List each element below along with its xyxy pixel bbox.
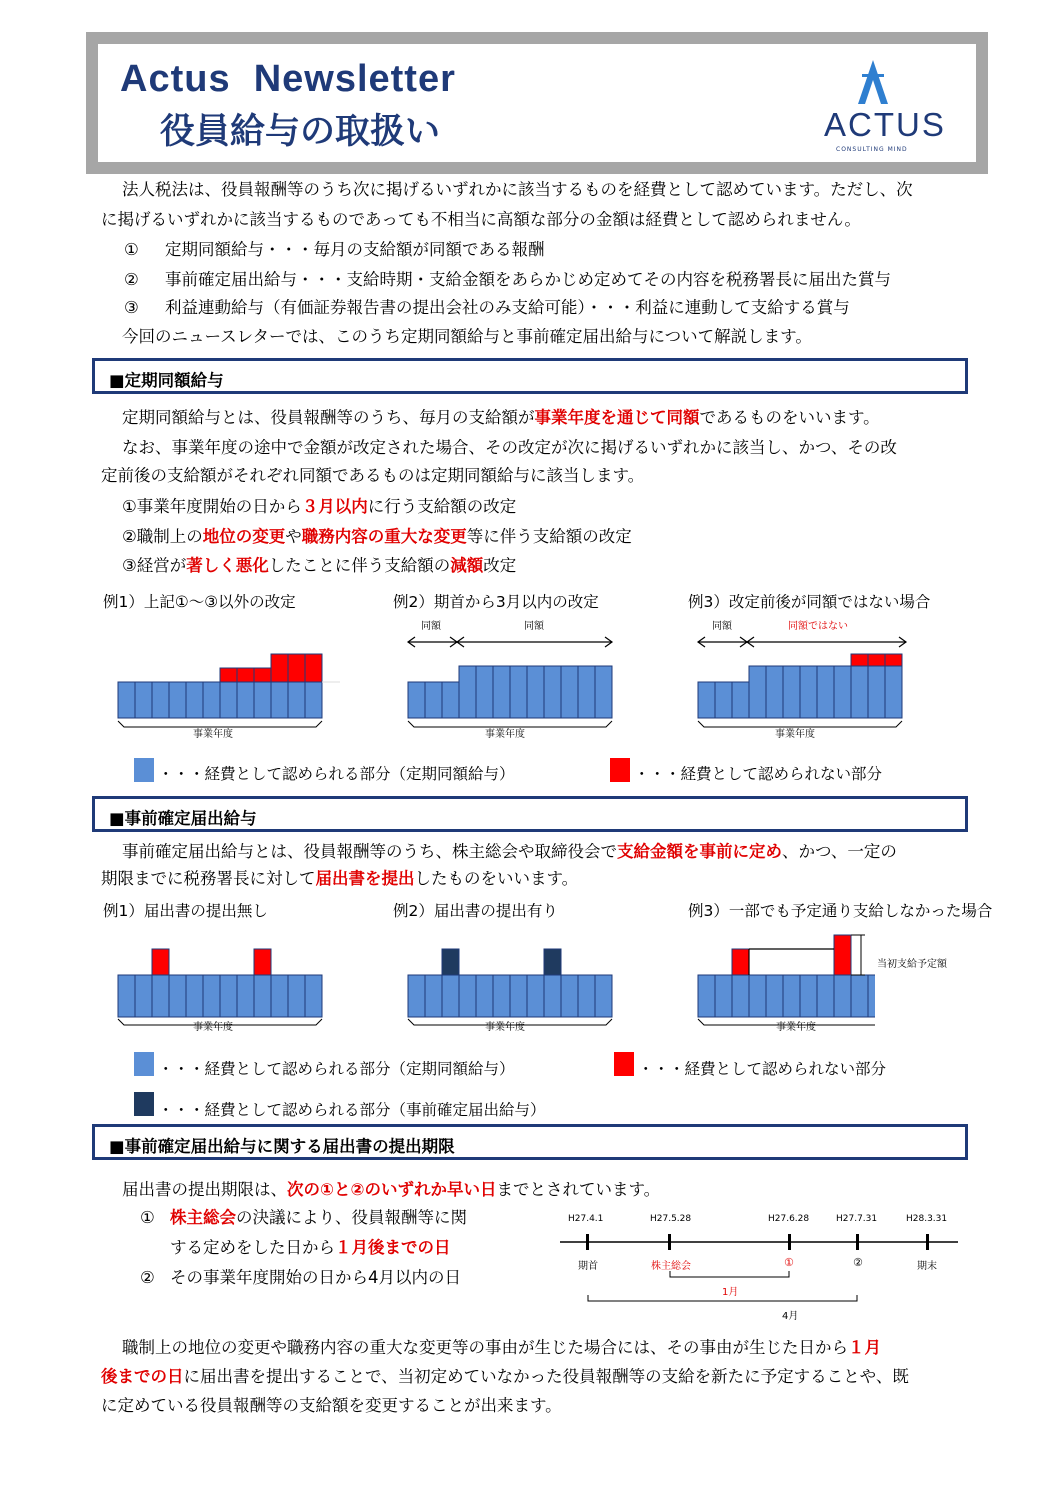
payment-bar (220, 975, 237, 1017)
s2-fiscal-year-3: 事業年度 (776, 1022, 816, 1033)
payment-bar (135, 682, 152, 718)
payment-bar (766, 975, 783, 1017)
payment-bar (732, 682, 749, 718)
s3-item-2: その事業年度開始の日から4月以内の日 (170, 1268, 461, 1287)
intro-line-2: に掲げるいずれかに該当するものであっても不相当に高額な部分の金額は経費として認められません。 (101, 210, 861, 229)
s1-legend-blue: ・・・経費として認められる部分（定期同額給与） (158, 765, 515, 783)
bonus-bar (254, 949, 271, 975)
payment-bar (715, 975, 732, 1017)
timeline-date-2: H27.5.28 (650, 1214, 692, 1224)
payment-bar (288, 975, 305, 1017)
excess-bar (254, 668, 271, 682)
timeline-label-end: 期末 (917, 1261, 937, 1272)
excess-bar (288, 654, 305, 682)
s2-example-2-label: 例2）届出書の提出有り (393, 902, 558, 920)
payment-bar (254, 975, 271, 1017)
excess-bar (851, 654, 868, 666)
s1-fiscal-year-1: 事業年度 (193, 729, 233, 740)
s2-paragraph-line-2 (101, 869, 578, 889)
payment-bar (834, 666, 851, 718)
intro-item-3: 利益連動給与（有価証券報告書の提出会社のみ支給可能）・・・利益に連動して支給する賞与 (165, 298, 850, 317)
s2-initial-planned-label: 当初支給予定額 (877, 959, 947, 970)
excess-bar (237, 668, 254, 682)
section-heading-text: ■事前確定届出給与に関する届出書の提出期限 (109, 1137, 455, 1156)
s1-paragraph-2-line-1: なお、事業年度の途中で金額が改定された場合、その改定が次に掲げるいずれかに該当し、かつ、その改 (122, 438, 897, 457)
payment-bar (152, 682, 169, 718)
highlight: 後までの日 (101, 1367, 184, 1386)
payment-bar (595, 975, 612, 1017)
payment-bar (851, 975, 868, 1017)
text: 等に伴う支給額の改定 (466, 527, 632, 546)
text: までとされています。 (496, 1180, 661, 1199)
section-heading-deadline (92, 1124, 968, 1160)
section-heading-text: ■定期同額給与 (109, 371, 224, 390)
payment-bar (527, 666, 544, 718)
s1-fiscal-year-3: 事業年度 (775, 729, 815, 740)
payment-bar (476, 975, 493, 1017)
s1-fiscal-year-2: 事業年度 (485, 729, 525, 740)
s2-legend-blue: ・・・経費として認められる部分（定期同額給与） (158, 1060, 515, 1078)
s1-ex2-same-label-2: 同額 (524, 621, 544, 632)
text: する定めをした日から (170, 1238, 335, 1257)
s1-example-1-label: 例1）上記①～③以外の改定 (103, 593, 296, 611)
payment-bar (510, 975, 527, 1017)
text: に行う支給額の改定 (367, 497, 517, 516)
s1-example-2-label: 例2）期首から3月以内の改定 (393, 593, 599, 611)
s1-ex2-same-label-1: 同額 (421, 621, 441, 632)
s1-ex3-notsame-label: 同額ではない (788, 621, 848, 632)
s1-condition-3 (122, 556, 516, 576)
intro-line-1: 法人税法は、役員報酬等のうち次に掲げるいずれかに該当するものを経費として認めています。ただし、次 (122, 180, 913, 199)
payment-bar (305, 682, 322, 718)
payment-bar (578, 666, 595, 718)
timeline-label-1: ① (784, 1256, 794, 1269)
highlight: １月後までの日 (335, 1238, 451, 1257)
payment-bar (578, 975, 595, 1017)
text: や (285, 527, 302, 546)
s1-condition-1 (122, 497, 516, 517)
text: 、かつ、一定の (782, 842, 897, 861)
s3-item-1-num: ① (140, 1208, 155, 1227)
payment-bar (169, 682, 186, 718)
timeline-span-1month: 1月 (722, 1287, 739, 1298)
payment-bar (305, 975, 322, 1017)
text: であるものをいいます。 (699, 408, 880, 427)
intro-item-2: 事前確定届出給与・・・支給時期・支給金額をあらかじめ定めてその内容を税務署長に届出た賞与 (165, 270, 891, 289)
payment-bar (271, 682, 288, 718)
highlight: ３月以内 (301, 497, 368, 516)
payment-bar (749, 975, 766, 1017)
timeline-date-1: H27.4.1 (568, 1214, 604, 1224)
s3-item-1-line-2 (170, 1238, 451, 1258)
timeline-label-2: ② (853, 1256, 863, 1269)
text: 定期同額給与とは、役員報酬等のうち、毎月の支給額が (122, 408, 535, 427)
timeline-date-5: H28.3.31 (906, 1214, 948, 1224)
s1-condition-2 (122, 527, 632, 547)
timeline-label-start: 期首 (578, 1261, 598, 1272)
highlight: １月 (848, 1338, 881, 1357)
payment-bar (783, 666, 800, 718)
text: したものをいいます。 (414, 869, 579, 888)
text: の決議により、役員報酬等に関 (236, 1208, 467, 1227)
payment-bar (186, 975, 203, 1017)
legend-red-swatch (610, 758, 630, 782)
excess-bar (220, 668, 237, 682)
payment-bar (220, 682, 237, 718)
payment-bar (885, 666, 902, 718)
legend-blue-swatch (134, 1052, 154, 1076)
highlight: 地位の変更 (202, 527, 286, 546)
highlight: 株主総会 (170, 1208, 236, 1227)
legend-navy-swatch (134, 1092, 154, 1116)
payment-bar (203, 975, 220, 1017)
payment-bar (118, 682, 135, 718)
intro-item-1: 定期同額給与・・・毎月の支給額が同額である報酬 (165, 240, 545, 259)
payment-bar (169, 975, 186, 1017)
payment-bar (544, 975, 561, 1017)
intro-item-1-num: ① (124, 240, 139, 259)
payment-bar (118, 975, 135, 1017)
s3-paragraph (122, 1180, 660, 1200)
text: 職制上の地位の変更や職務内容の重大な変更等の事由が生じた場合には、その事由が生じた日から (122, 1338, 848, 1357)
payment-bar (493, 975, 510, 1017)
payment-bar (203, 682, 220, 718)
payment-bar (561, 975, 578, 1017)
text: したことに伴う支給額の (268, 556, 451, 575)
payment-bar (868, 975, 875, 1017)
payment-bar (237, 975, 254, 1017)
timeline-span-4months: 4月 (782, 1311, 799, 1322)
text: に届出書を提出することで、当初定めていなかった役員報酬等の支給を新たに予定することや、既 (183, 1367, 909, 1386)
intro-item-2-num: ② (124, 270, 139, 289)
payment-bar (493, 666, 510, 718)
excess-bar (271, 654, 288, 682)
legend-blue-swatch (134, 758, 154, 782)
payment-bar (442, 682, 459, 718)
payment-bar (851, 666, 868, 718)
s3-item-2-num: ② (140, 1268, 155, 1287)
text: ①事業年度開始の日から (122, 497, 302, 516)
payment-bar (817, 975, 834, 1017)
highlight: 事業年度を通じて同額 (534, 408, 700, 427)
payment-bar (817, 666, 834, 718)
payment-bar (834, 975, 851, 1017)
payment-bar (510, 666, 527, 718)
payment-bar (288, 682, 305, 718)
s3-closing-line-2 (101, 1367, 909, 1387)
payment-bar (698, 975, 715, 1017)
s2-fiscal-year-1: 事業年度 (193, 1022, 233, 1033)
payment-bar (544, 666, 561, 718)
payment-bar (783, 975, 800, 1017)
s2-fiscal-year-2: 事業年度 (485, 1022, 525, 1033)
actus-logo-icon (858, 60, 888, 104)
payment-bar (766, 666, 783, 718)
payment-bar (459, 666, 476, 718)
highlight: 減額 (450, 556, 484, 575)
text: 期限までに税務署長に対して (101, 869, 316, 888)
payment-bar (186, 682, 203, 718)
text: ②職制上の (122, 527, 203, 546)
s3-closing-line-3: に定めている役員報酬等の支給額を変更することが出来ます。 (101, 1396, 562, 1415)
highlight: 支給金額を事前に定め (617, 842, 782, 861)
payment-bar (442, 975, 459, 1017)
payment-bar (527, 975, 544, 1017)
payment-bar (425, 975, 442, 1017)
timeline-date-3: H27.6.28 (768, 1214, 810, 1224)
payment-bar (800, 975, 817, 1017)
payment-bar (749, 666, 766, 718)
logo-wordmark: ACTUS (824, 106, 946, 143)
bonus-bar (732, 949, 749, 975)
payment-bar (868, 666, 885, 718)
payment-bar (254, 682, 271, 718)
payment-bar (237, 682, 254, 718)
newsletter-subtitle: 役員給与の取扱い (160, 112, 441, 152)
intro-item-3-num: ③ (124, 298, 139, 317)
excess-bar (305, 654, 322, 682)
s1-legend-red: ・・・経費として認められない部分 (634, 765, 883, 783)
s3-closing-line-1 (122, 1338, 881, 1358)
s1-paragraph-1 (122, 408, 880, 428)
excess-bar (868, 654, 885, 666)
s3-item-1-line-1 (170, 1208, 467, 1228)
s2-paragraph-line-1 (122, 842, 897, 862)
header-frame (86, 32, 988, 174)
logo-tagline: CONSULTING MIND (836, 146, 908, 153)
section-heading-advance-notice (92, 796, 968, 832)
s1-paragraph-2-line-2: 定前後の支給額がそれぞれ同額であるものは定期同額給与に該当します。 (101, 466, 645, 485)
header (98, 44, 976, 162)
timeline-label-agm: 株主総会 (651, 1261, 691, 1272)
bonus-bar (442, 949, 459, 975)
text: 事前確定届出給与とは、役員報酬等のうち、株主総会や取締役会で (122, 842, 617, 861)
text: ③経営が (122, 556, 187, 575)
payment-bar (271, 975, 288, 1017)
payment-bar (408, 975, 425, 1017)
s2-example-3-label: 例3）一部でも予定通り支給しなかった場合 (688, 902, 993, 920)
bonus-bar (544, 949, 561, 975)
s1-example-3-label: 例3）改定前後が同額ではない場合 (688, 593, 931, 611)
text: 届出書の提出期限は、 (122, 1180, 287, 1199)
newsletter-title: Actus Newsletter (120, 58, 456, 100)
highlight: 職務内容の重大な変更 (301, 527, 467, 546)
highlight: 届出書を提出 (315, 869, 415, 888)
highlight: 次の①と②のいずれか早い日 (287, 1180, 497, 1199)
section-heading-fixed-salary (92, 358, 968, 394)
s2-legend-red: ・・・経費として認められない部分 (638, 1060, 887, 1078)
payment-bar (595, 666, 612, 718)
payment-bar (476, 666, 493, 718)
bonus-bar (152, 949, 169, 975)
payment-bar (732, 975, 749, 1017)
s2-example-1-label: 例1）届出書の提出無し (103, 902, 268, 920)
payment-bar (698, 682, 715, 718)
excess-bar (885, 654, 902, 666)
text: 改定 (483, 556, 517, 575)
s2-legend-navy: ・・・経費として認められる部分（事前確定届出給与） (158, 1101, 546, 1119)
section-heading-text: ■事前確定届出給与 (109, 809, 257, 828)
payment-bar (408, 682, 425, 718)
highlight: 著しく悪化 (186, 556, 269, 575)
payment-bar (425, 682, 442, 718)
intro-closing: 今回のニュースレターでは、このうち定期同額給与と事前確定届出給与について解説します。 (122, 327, 812, 346)
payment-bar (715, 682, 732, 718)
legend-red-swatch (614, 1052, 634, 1076)
bonus-bar (834, 935, 851, 975)
payment-bar (459, 975, 476, 1017)
timeline-date-4: H27.7.31 (836, 1214, 878, 1224)
payment-bar (800, 666, 817, 718)
payment-bar (561, 666, 578, 718)
s1-ex3-same-label: 同額 (712, 621, 732, 632)
payment-bar (135, 975, 152, 1017)
payment-bar (152, 975, 169, 1017)
